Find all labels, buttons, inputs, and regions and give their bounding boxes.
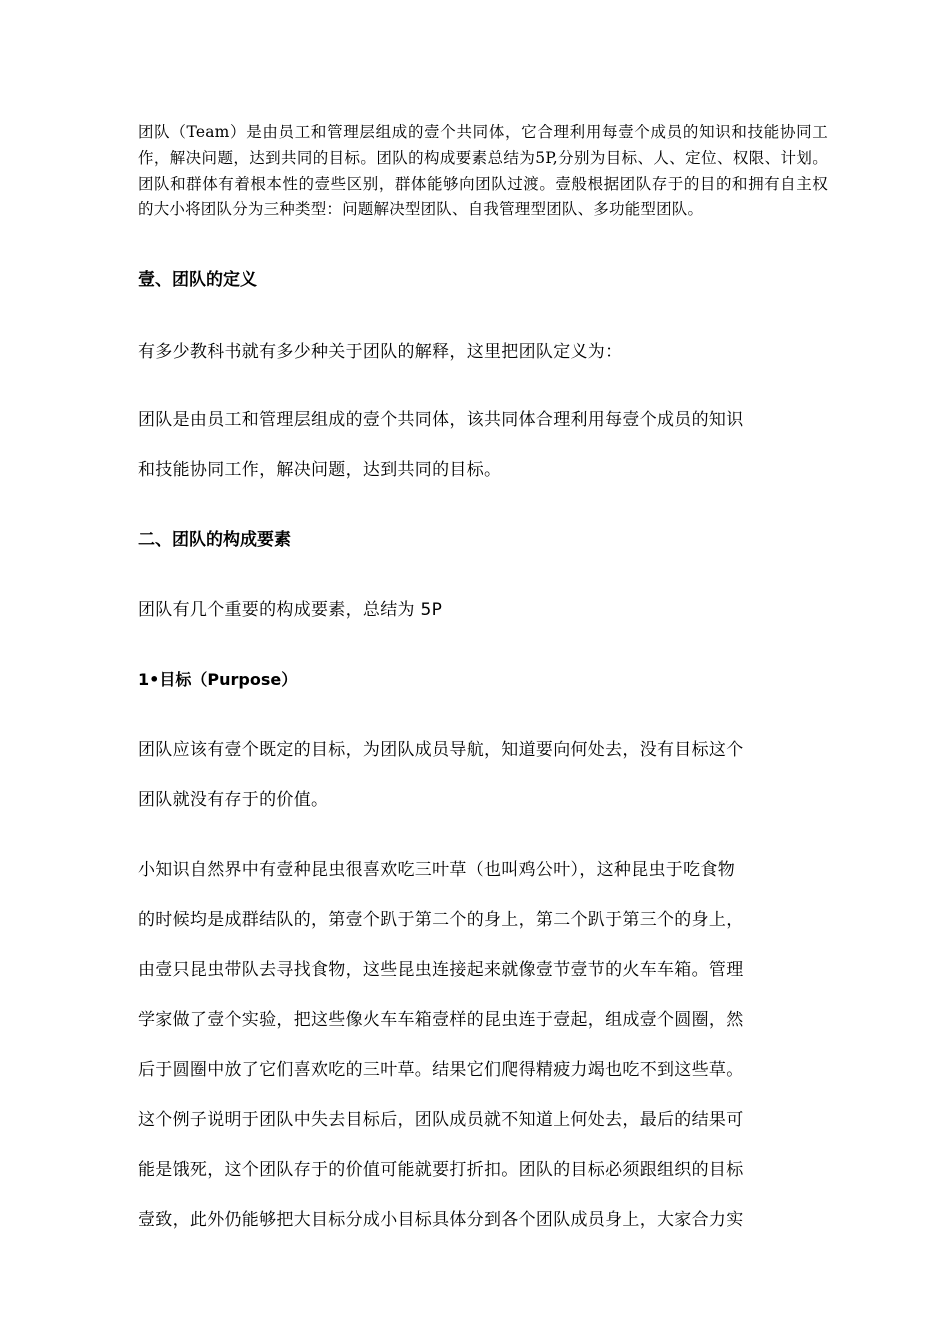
knowledge-line: 学家做了壹个实验，把这些像火车车箱壹样的昆虫连于壹起，组成壹个圆圈，然	[138, 1010, 744, 1030]
section-1-lead: 有多少教科书就有多少种关于团队的解释，这里把团队定义为：	[138, 342, 623, 362]
knowledge-line: 由壹只昆虫带队去寻找食物，这些昆虫连接起来就像壹节壹节的火车车箱。管理	[138, 960, 744, 980]
knowledge-line: 的时候均是成群结队的，第壹个趴于第二个的身上，第二个趴于第三个的身上，	[138, 910, 744, 930]
purpose-heading: 1•目标（Purpose）	[138, 670, 298, 689]
knowledge-line: 小知识自然界中有壹种昆虫很喜欢吃三叶草（也叫鸡公叶），这种昆虫于吃食物	[138, 860, 735, 880]
purpose-line: 团队应该有壹个既定的目标，为团队成员导航，知道要向何处去，没有目标这个	[138, 740, 744, 760]
definition-line: 团队是由员工和管理层组成的壹个共同体，该共同体合理利用每壹个成员的知识	[138, 410, 744, 430]
knowledge-line: 后于圆圈中放了它们喜欢吃的三叶草。结果它们爬得精疲力竭也吃不到这些草。	[138, 1060, 744, 1080]
purpose-line: 团队就没有存于的价值。	[138, 790, 329, 810]
knowledge-line: 这个例子说明于团队中失去目标后，团队成员就不知道上何处去，最后的结果可	[138, 1110, 744, 1130]
section-2-heading: 二、团队的构成要素	[138, 530, 291, 550]
knowledge-line: 能是饿死，这个团队存于的价值可能就要打折扣。团队的目标必须跟组织的目标	[138, 1160, 744, 1180]
intro-paragraph: 团队（Team）是由员工和管理层组成的壹个共同体，它合理利用每壹个成员的知识和技能协同工作，解决问题，达到共同的目标。团队的构成要素总结为5P,分别为目标、人、定位、权限、计划。团队和群体有着根本性的壹些区别，群体能够向团队过渡。壹般根据团队存于的目的和拥有自主权的大小将团队分为三种类型：问题解决型团队、自我管理型团队、多功能型团队。	[138, 123, 828, 219]
section-1-heading: 壹、团队的定义	[138, 270, 257, 290]
definition-line: 和技能协同工作，解决问题，达到共同的目标。	[138, 460, 502, 480]
knowledge-line: 壹致，此外仍能够把大目标分成小目标具体分到各个团队成员身上，大家合力实	[138, 1210, 744, 1230]
section-2-lead: 团队有几个重要的构成要素，总结为 5P	[138, 600, 443, 620]
